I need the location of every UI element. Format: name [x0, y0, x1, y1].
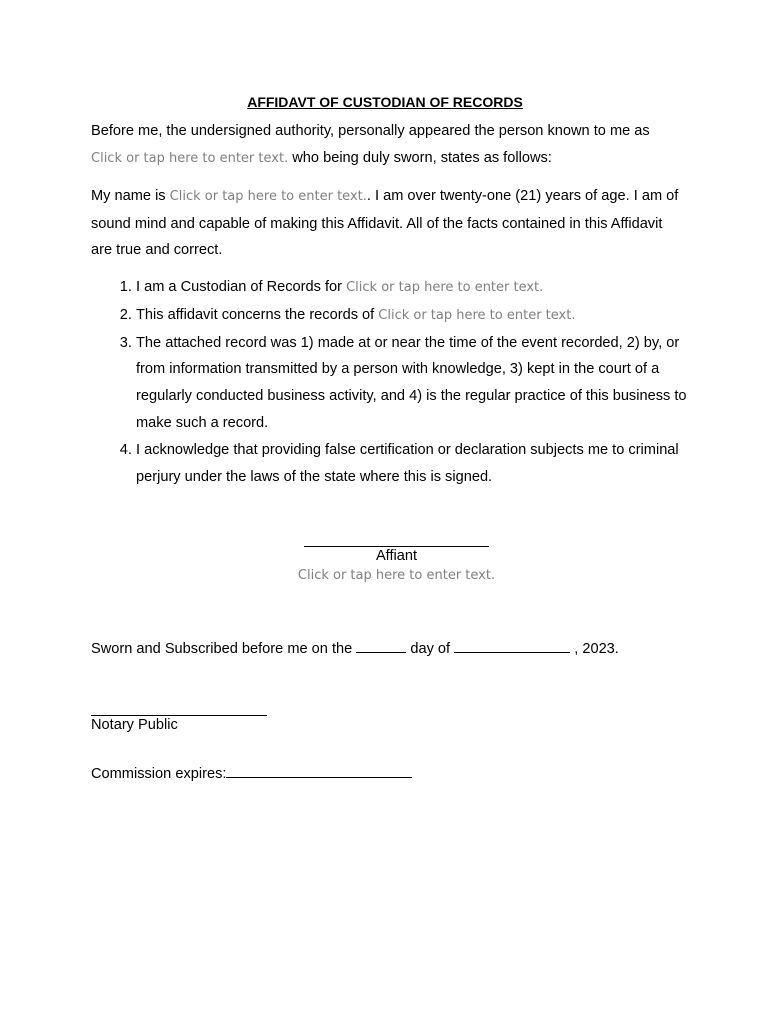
sworn-text-2: day of: [406, 641, 455, 657]
commission-expires-blank[interactable]: [226, 765, 412, 778]
name-text-1: My name is: [91, 188, 170, 204]
day-blank[interactable]: [356, 640, 406, 653]
list-item: [136, 437, 704, 491]
name-text-2: . I am over twenty-one (21) years of age. I am of sound mind and capable of making this Affidavit. All of the facts contained in this Affidavit are true and correct.: [91, 188, 679, 258]
notary-label: Notary Public: [91, 717, 178, 733]
affiant-signature-line: [304, 546, 489, 547]
affiant-label: Affiant: [375, 548, 418, 564]
notary-signature-line: [91, 715, 267, 716]
affiant-name-field[interactable]: Click or tap here to enter text.: [297, 568, 496, 583]
commission-expires: [91, 765, 412, 782]
list-item: [136, 302, 704, 330]
name-paragraph: [91, 183, 681, 264]
known-person-field[interactable]: Click or tap here to enter text.: [91, 150, 289, 166]
intro-paragraph: [91, 118, 681, 172]
document-title: AFFIDAVT OF CUSTODIAN OF RECORDS: [247, 94, 523, 110]
list-item: [136, 330, 704, 437]
commission-label: Commission expires:: [91, 766, 227, 782]
name-field[interactable]: Click or tap here to enter text.: [169, 189, 367, 204]
custodian-of-field[interactable]: Click or tap here to enter text.: [346, 280, 544, 295]
intro-text-1: Before me, the undersigned authority, personally appeared the person known to me as: [91, 123, 650, 139]
sworn-statement: [91, 640, 619, 657]
intro-text-2: who being duly sworn, states as follows:: [288, 149, 552, 166]
statements-list: [112, 274, 704, 490]
list-item-text: This affidavit concerns the records of: [136, 306, 379, 323]
month-blank[interactable]: [454, 640, 570, 653]
list-item-text: I am a Custodian of Records for: [136, 279, 347, 295]
records-of-field[interactable]: Click or tap here to enter text.: [378, 307, 576, 323]
list-item-text: I acknowledge that providing false certification or declaration subjects me to criminal perjury under the laws of the state where this is signed.: [136, 441, 679, 485]
list-item: [136, 274, 704, 302]
list-item-text: The attached record was 1) made at or near the time of the event recorded, 2) by, or from information transmitted by a person with knowledge, 3) kept in the court of a regularly conducted business activity, and 4) is the regular practice of this business to make such a record.: [136, 334, 687, 431]
sworn-text-1: Sworn and Subscribed before me on the: [91, 641, 357, 657]
sworn-text-3: , 2023.: [570, 641, 619, 657]
affiant-name-field-wrapper: [0, 566, 770, 584]
